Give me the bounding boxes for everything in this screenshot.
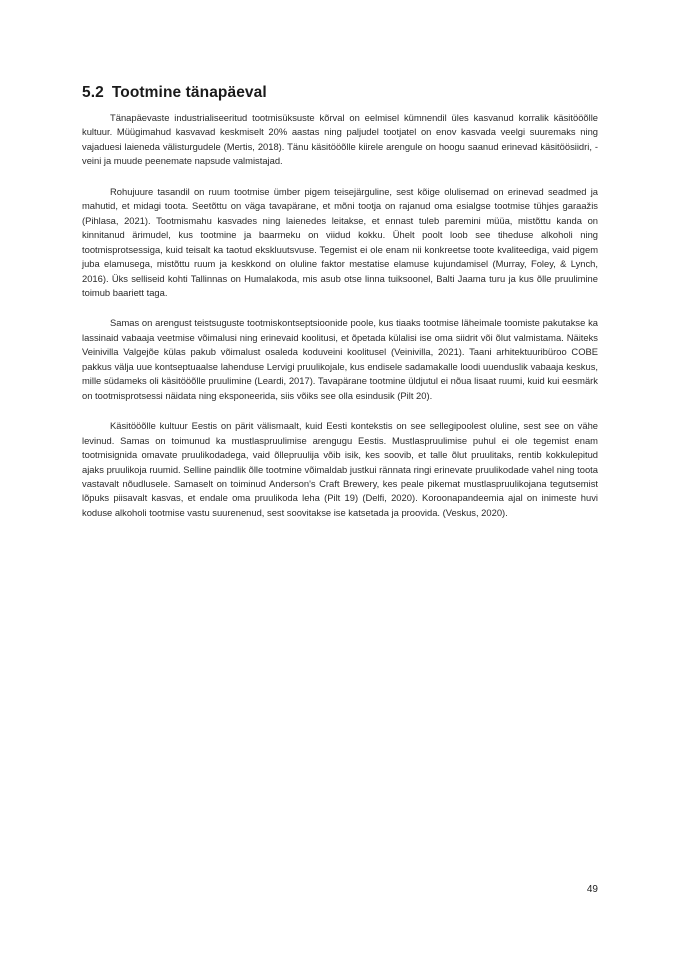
section-title: Tootmine tänapäeval (111, 84, 267, 101)
section-heading (82, 84, 602, 102)
page-number: 49 (586, 884, 598, 895)
section-number: 5.2 (82, 84, 104, 101)
paragraph: Käsitööõlle kultuur Eestis on pärit välismaalt, kuid Eesti kontekstis on see sellegipoolest oluline, sest see on vähe levinud. Samas on toimunud ka mustlaspruulimise arengugu Eestis. Mustlaspruulimise puhul ei ole tegemist enam tootmisignida omavate pruulikodadega, vaid õllepruulija võib isik, kes soovib, et talle õlut pruulitaks, rentib kokkulepitud ajaks pruulikoja ruumid. Selline paindlik õlle tootmine võimaldab justkui rännata ringi erinevate pruulikodade vahel ning toota vastavalt nõudlusele. Samaselt on toiminud Anderson's Craft Brewery, kes peale pikemat mustlaspruulikojana tegutsemist lõpuks piisavalt kasvas, et endale oma pruulikoda leha (Pilt 19) (Delfi, 2020). Koroonapandeemia ajal on inimeste huvi koduse alkoholi tootmise vastu suurenenud, sest soovitakse ise katsetada ja proovida. (Veskus, 2020). (82, 420, 598, 518)
paragraph: Rohujuure tasandil on ruum tootmise ümber pigem teisejärguline, sest kõige olulisemad on erinevad seadmed ja mahutid, et midagi toota. Seetõttu on väga tavapärane, et mõni tootja on rajanud oma esialgse tootmise tühjes garaažis (Pihlasa, 2021). Tootmismahu kasvades ning laienedes leitakse, et ennast tuleb paremini müüa, mistõttu kanda on kinnitanud ärimudel, kus tootmine ja baarmeku on viidud kokku. Ühelt poolt loob see tiheduse alkoholi ning tootmisprotsessiga, kuid teisalt ka taotud ekskluutsvuse. Tegemist ei ole enam nii konkreetse toote kvaliteediga, vaid pigem juba elamusega, mistõttu ruum ja keskkond on oluline faktor mestatise elamuse kujundamisel (Murray, Foley, & Lynch, 2016). Üks selliseid kohti Tallinnas on Humalakoda, mis asub otse linna tuiksoonel, Balti Jaama turu ja kus õlle pruulimine toimub baariett taga. (82, 185, 598, 298)
paragraph: Tänapäevaste industrialiseeritud tootmisüksuste kõrval on eelmisel kümnendil üles kasvanud korralik käsitööõlle kultuur. Müügimahud kasvavad keskmiselt 20% aastas ning paljudel tootjatel on enov kasvada veelgi suuremaks ning vajaduesi laieneda välisturgudele (Mertis, 2018). Tänu käsitööõlle kiirele arengule on hoogu saanud erinevad käsitöösiidri, -veini ja muude peenemate napsude valmistajad. (82, 112, 598, 167)
body-text (82, 111, 598, 536)
paragraph: Samas on arengust teistsuguste tootmiskontseptsioonide poole, kus tiaaks tootmise läheimale toomiste pakutakse ka lassinaid vabaaja veetmise võimalusi ning erinevaid koolitusi, et õpetada külalisi ise oma siidrit või õlut valmistama. Näiteks Veinivilla Valgejõe külas pakub võimalust osaleda koduveini koolitusel (Veinivilla, 2021). Taani arhitektuuribüroo COBE pakkus välja uue kontseptuaalse lahenduse Lervigi pruulikojale, kus endisele sadamakalle loodi uuenduslik vabaaja keskus, mille südameks oli käsitööõlle pruulimine (Leardi, 2017). Tavapärane tootmine üldjutul ei nõua lisaat ruumi, kuid kui eesmärk on tootmisprotsessi näidata ning eksponeerida, siis võiks see olla esindusik (Pilt 20). (82, 317, 598, 401)
